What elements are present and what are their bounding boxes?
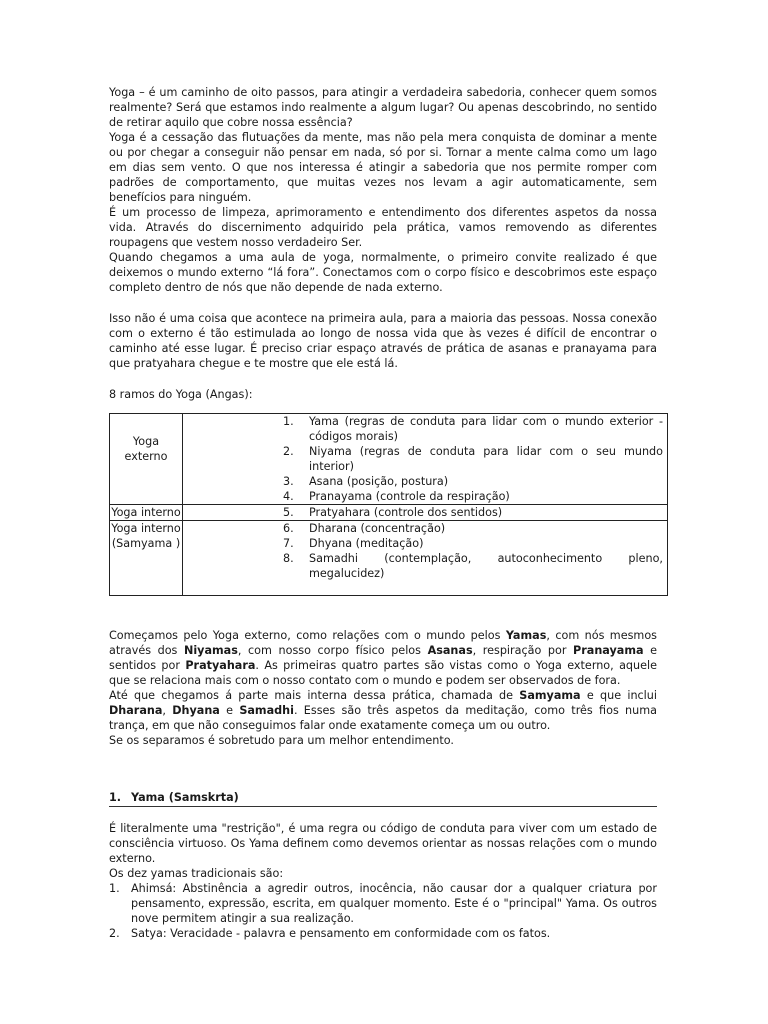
table-row — [110, 414, 668, 505]
section-heading-yama: 1. Yama (Samskrta) — [109, 790, 657, 807]
list-item: 7. Dhyana (meditação) — [283, 537, 424, 550]
body-paragraph-2: Até que chegamos á parte mais interna dessa prática, chamada de Samyama e que inclui Dharana, Dhyana e Samadhi. Esses são três aspetos da meditação, como três fios numa trança, em que não conseguimos falar onde exatamente começa um ou outro. — [109, 689, 657, 732]
yama-paragraph-2: Os dez yamas tradicionais são: — [109, 867, 284, 880]
table-caption: 8 ramos do Yoga (Angas): — [109, 388, 253, 401]
list-item: 5. Pratyahara (controle dos sentidos) — [283, 506, 503, 519]
table-row — [110, 521, 668, 596]
list-item: 6. Dharana (concentração) — [283, 522, 446, 535]
row-items — [183, 414, 668, 505]
table-row — [110, 505, 668, 521]
row-items — [183, 505, 668, 521]
angas-table — [109, 413, 668, 596]
row-items — [183, 521, 668, 596]
intro-paragraph-3: É um processo de limpeza, aprimoramento e entendimento dos diferentes aspetos da nossa vida. Através do discernimento adquirido pela prática, vamos removendo as diferentes roupagens que vestem nosso verdadeiro Ser. — [109, 206, 657, 249]
intro-paragraph-5: Isso não é uma coisa que acontece na primeira aula, para a maioria das pessoas. Nossa conexão com o externo é tão estimulada ao longo de nossa vida que às vezes é difícil de encontrar o caminho até esse lugar. É preciso criar espaço através de prática de asanas e pranayama para que pratyahara chegue e te mostre que ele está lá. — [109, 312, 657, 370]
list-item: 3. Asana (posição, postura) — [283, 475, 449, 488]
row-label: Yoga interno (Samyama ) — [110, 521, 183, 596]
row-label: Yoga externo — [110, 414, 183, 505]
intro-paragraph-4: Quando chegamos a uma aula de yoga, normalmente, o primeiro convite realizado é que deixemos o mundo externo “lá fora”. Conectamos com o corpo físico e descobrimos este espaço completo dentro de nós que não depende de nada externo. — [109, 251, 657, 294]
intro-paragraph-1: Yoga – é um caminho de oito passos, para atingir a verdadeira sabedoria, conhecer quem somos realmente? Será que estamos indo realmente a algum lugar? Ou apenas descobrindo, no sentido de retirar aquilo que cobre nossa essência? — [109, 86, 657, 129]
list-item: 2. Niyama (regras de conduta para lidar com o seu mundo interior) — [283, 445, 663, 473]
list-item: 8. Samadhi (contemplação, autoconhecimento pleno, megalucidez) — [283, 552, 663, 580]
body-paragraph-1: Começamos pelo Yoga externo, como relações com o mundo pelos Yamas, com nós mesmos através dos Niyamas, com nosso corpo físico pelos Asanas, respiração por Pranayama e sentidos por Pratyahara. As primeiras quatro partes são vistas como o Yoga externo, aquele que se relaciona mais com o nosso contato com o mundo e podem ser observados de fora. — [109, 629, 657, 687]
list-item: 1. Yama (regras de conduta para lidar com o mundo exterior - códigos morais) — [283, 415, 663, 443]
list-item: 4. Pranayama (controle da respiração) — [283, 490, 510, 503]
row-label: Yoga interno — [111, 506, 181, 519]
body-paragraph-3: Se os separamos é sobretudo para um melhor entendimento. — [109, 734, 454, 747]
intro-paragraph-2: Yoga é a cessação das flutuações da mente, mas não pela mera conquista de dominar a mente ou por chegar a conseguir não pensar em nada, só por si. Tornar a mente calma como um lago em dias sem vento. O que nos interessa é atingir a sabedoria que nos permite romper com padrões de comportamento, que muitas vezes nos levam a agir automaticamente, sem benefícios para ninguém. — [109, 131, 657, 204]
document-page — [109, 85, 663, 941]
yama-paragraph-1: É literalmente uma "restrição", é uma regra ou código de conduta para viver com um estado de consciência virtuoso. Os Yama definem como devemos orientar as nossas relações com o mundo externo. — [109, 822, 657, 865]
list-item: 1. Ahimsá: Abstinência a agredir outros, inocência, não causar dor a qualquer criatura por pensamento, expressão, escrita, em qualquer momento. Este é o "principal" Yama. Os outros nove permitem atingir a sua realização. — [109, 882, 657, 925]
list-item: 2. Satya: Veracidade - palavra e pensamento em conformidade com os fatos. — [109, 927, 551, 940]
